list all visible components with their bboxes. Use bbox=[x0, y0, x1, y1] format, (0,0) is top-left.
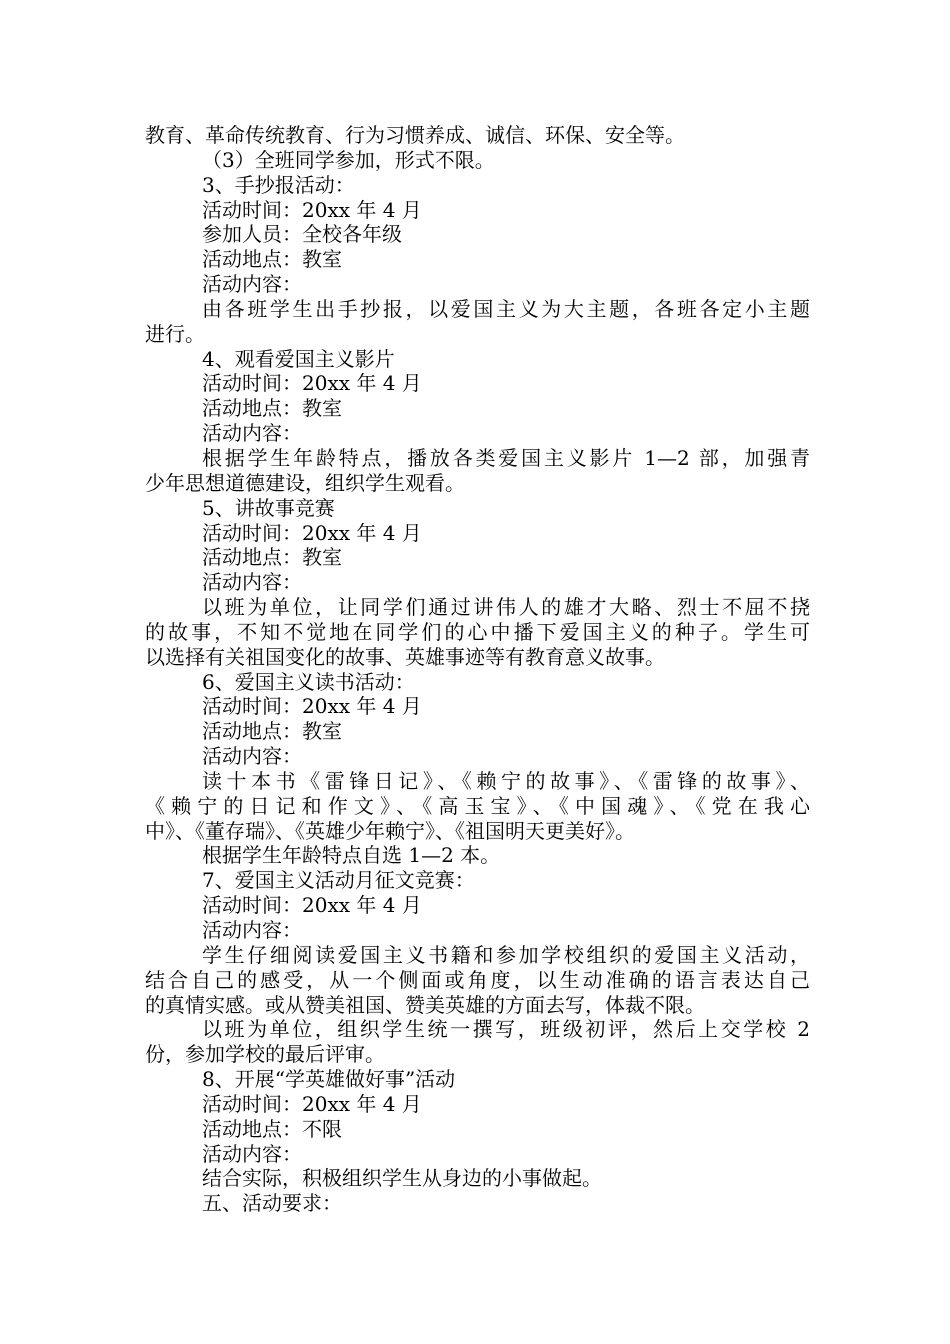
text-line: 6、爱国主义读书活动： bbox=[202, 669, 415, 694]
text-line: 的故事，不知不觉地在同学们的心中播下爱国主义的种子。学生可 bbox=[145, 619, 810, 644]
text-line: 根据学生年龄特点自选 1—2 本。 bbox=[202, 843, 501, 868]
text-line: 《赖宁的日记和作文》、《高玉宝》、《中国魂》、《党在我心 bbox=[145, 793, 810, 818]
document-body bbox=[145, 123, 810, 1216]
text-line: 活动内容： bbox=[202, 918, 302, 942]
text-line: 3、手抄报活动： bbox=[202, 172, 355, 197]
text-line: 学生仔细阅读爱国主义书籍和参加学校组织的爱国主义活动， bbox=[202, 942, 810, 967]
text-line: 活动地点：教室 bbox=[202, 545, 342, 570]
text-line: 活动时间：20xx 年 4 月 bbox=[202, 371, 422, 396]
text-line: （3）全班同学参加，形式不限。 bbox=[202, 147, 495, 172]
text-line: 少年思想道德建设，组织学生观看。 bbox=[145, 470, 465, 495]
text-line: 活动内容： bbox=[202, 744, 302, 769]
text-line: 由各班学生出手抄报，以爱国主义为大主题，各班各定小主题 bbox=[202, 296, 810, 321]
text-line: 以班为单位，组织学生统一撰写，班级初评，然后上交学校 2 bbox=[202, 1017, 810, 1042]
text-line: 结合自己的感受，从一个侧面或角度，以生动准确的语言表达自己 bbox=[145, 967, 810, 992]
text-line: 活动内容： bbox=[202, 421, 302, 446]
text-line: 根据学生年龄特点，播放各类爱国主义影片 1—2 部，加强青 bbox=[202, 445, 810, 470]
text-line: 活动内容： bbox=[202, 570, 302, 595]
text-line: 份，参加学校的最后评审。 bbox=[145, 1042, 385, 1067]
text-line: 参加人员：全校各年级 bbox=[202, 222, 402, 247]
text-line: 活动地点：教室 bbox=[202, 719, 342, 744]
text-line: 活动地点：不限 bbox=[202, 1116, 342, 1141]
text-line: 活动地点：教室 bbox=[202, 247, 342, 272]
text-line: 中》、《董存瑞》、《英雄少年赖宁》、《祖国明天更美好》。 bbox=[145, 818, 635, 843]
text-line: 活动时间：20xx 年 4 月 bbox=[202, 197, 422, 222]
text-line: 活动地点：教室 bbox=[202, 396, 342, 421]
text-line: 进行。 bbox=[145, 321, 205, 346]
text-line: 5、讲故事竞赛 bbox=[202, 495, 335, 520]
text-line: 8、开展“学英雄做好事”活动 bbox=[202, 1067, 456, 1092]
text-line: 教育、革命传统教育、行为习惯养成、诚信、环保、安全等。 bbox=[145, 123, 685, 147]
text-line: 结合实际，积极组织学生从身边的小事做起。 bbox=[202, 1166, 602, 1191]
text-line: 的真情实感。或从赞美祖国、赞美英雄的方面去写，体裁不限。 bbox=[145, 992, 705, 1017]
text-line: 以选择有关祖国变化的故事、英雄事迹等有教育意义故事。 bbox=[145, 644, 665, 669]
text-line: 活动内容： bbox=[202, 272, 302, 297]
text-line: 活动时间：20xx 年 4 月 bbox=[202, 694, 422, 719]
text-line: 活动时间：20xx 年 4 月 bbox=[202, 893, 422, 918]
text-line: 读十本书《雷锋日记》、《赖宁的故事》、《雷锋的故事》、 bbox=[202, 768, 810, 793]
text-line: 以班为单位，让同学们通过讲伟人的雄才大略、烈士不屈不挠 bbox=[202, 595, 810, 620]
text-line: 活动时间：20xx 年 4 月 bbox=[202, 1091, 422, 1116]
text-line: 4、观看爱国主义影片 bbox=[202, 346, 395, 371]
text-line: 活动内容： bbox=[202, 1141, 302, 1166]
text-line: 五、活动要求： bbox=[202, 1191, 342, 1216]
text-line: 7、爱国主义活动月征文竞赛： bbox=[202, 868, 475, 893]
text-line: 活动时间：20xx 年 4 月 bbox=[202, 520, 422, 545]
